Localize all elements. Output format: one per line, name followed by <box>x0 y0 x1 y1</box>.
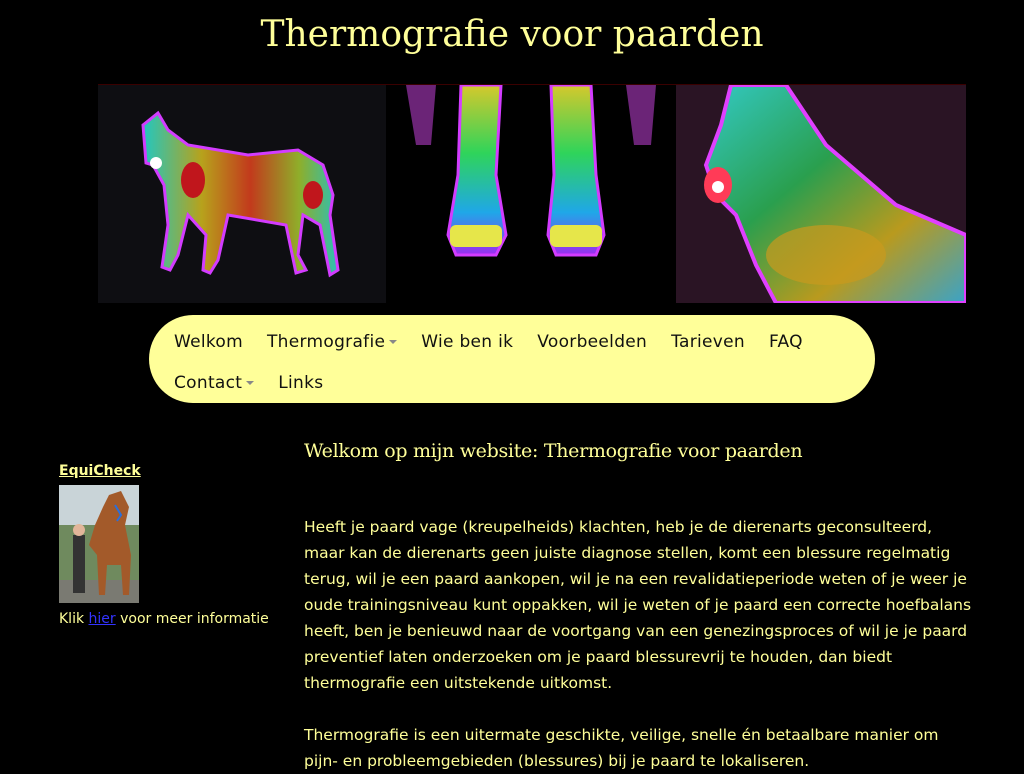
nav-item-label: Contact <box>174 372 243 393</box>
hier-link[interactable]: hier <box>88 611 116 627</box>
horse-thermal-image <box>98 85 386 303</box>
chevron-down-icon <box>389 340 397 344</box>
second-paragraph: Thermografie is een uitermate geschikte, veilige, snelle én betaalbare manier om pijn- en probleemgebieden (blessures) bij je paard te lokaliseren. <box>304 726 939 770</box>
sidebar-text-before: Klik <box>59 611 89 627</box>
hooves-thermal-image <box>386 85 676 303</box>
intro-paragraph: Heeft je paard vage (kreupelheids) klachten, heb je de dierenarts geconsulteerd, maar kan de dierenarts geen juiste diagnose stellen, komt een blessure regelmatig terug, wil je een paard aankopen, wil je na een revalidatieperiode weten of je weer je oude trainingsniveau kunt oppakken, wil je weten of je paard een correcte hoefbalans heeft, ben je benieuwd naar de voortgang van een genezingsproces of wil je je paard preventief laten onderzoeken om je paard blessurevrij te houden, dan biedt thermografie een uitstekende uitkomst. <box>304 518 972 692</box>
main-navigation <box>149 315 875 403</box>
nav-item-tarieven[interactable] <box>671 332 745 352</box>
nav-item-contact[interactable] <box>174 373 254 393</box>
equicheck-link[interactable]: EquiCheck <box>59 463 141 479</box>
sidebar <box>59 460 289 627</box>
nav-item-wie-ben-ik[interactable] <box>421 332 513 352</box>
nav-item-label: Voorbeelden <box>537 331 648 352</box>
nav-item-label: Welkom <box>174 331 243 352</box>
chevron-down-icon <box>246 381 254 385</box>
page-heading: Welkom op mijn website: Thermografie voor paarden <box>304 440 803 462</box>
nav-item-label: Wie ben ik <box>421 331 514 352</box>
horse-photo[interactable] <box>59 485 139 603</box>
nav-item-label: FAQ <box>768 331 803 352</box>
nav-item-faq[interactable] <box>769 332 803 352</box>
nav-item-links[interactable] <box>278 373 323 393</box>
nav-row-2 <box>174 362 875 403</box>
nav-item-label: Thermografie <box>267 331 386 352</box>
sidebar-info-text <box>59 611 289 627</box>
nav-item-thermografie[interactable] <box>267 332 397 352</box>
sidebar-text-after: voor meer informatie <box>115 611 269 627</box>
horse-neck-thermal-image <box>676 85 966 303</box>
nav-item-label: Links <box>278 372 324 393</box>
nav-item-voorbeelden[interactable] <box>537 332 647 352</box>
nav-item-welkom[interactable] <box>174 332 243 352</box>
header-banner <box>98 84 966 303</box>
nav-row-1 <box>174 321 875 362</box>
site-title: Thermografie voor paarden <box>260 14 764 55</box>
main-content <box>304 440 974 774</box>
nav-item-label: Tarieven <box>671 331 745 352</box>
